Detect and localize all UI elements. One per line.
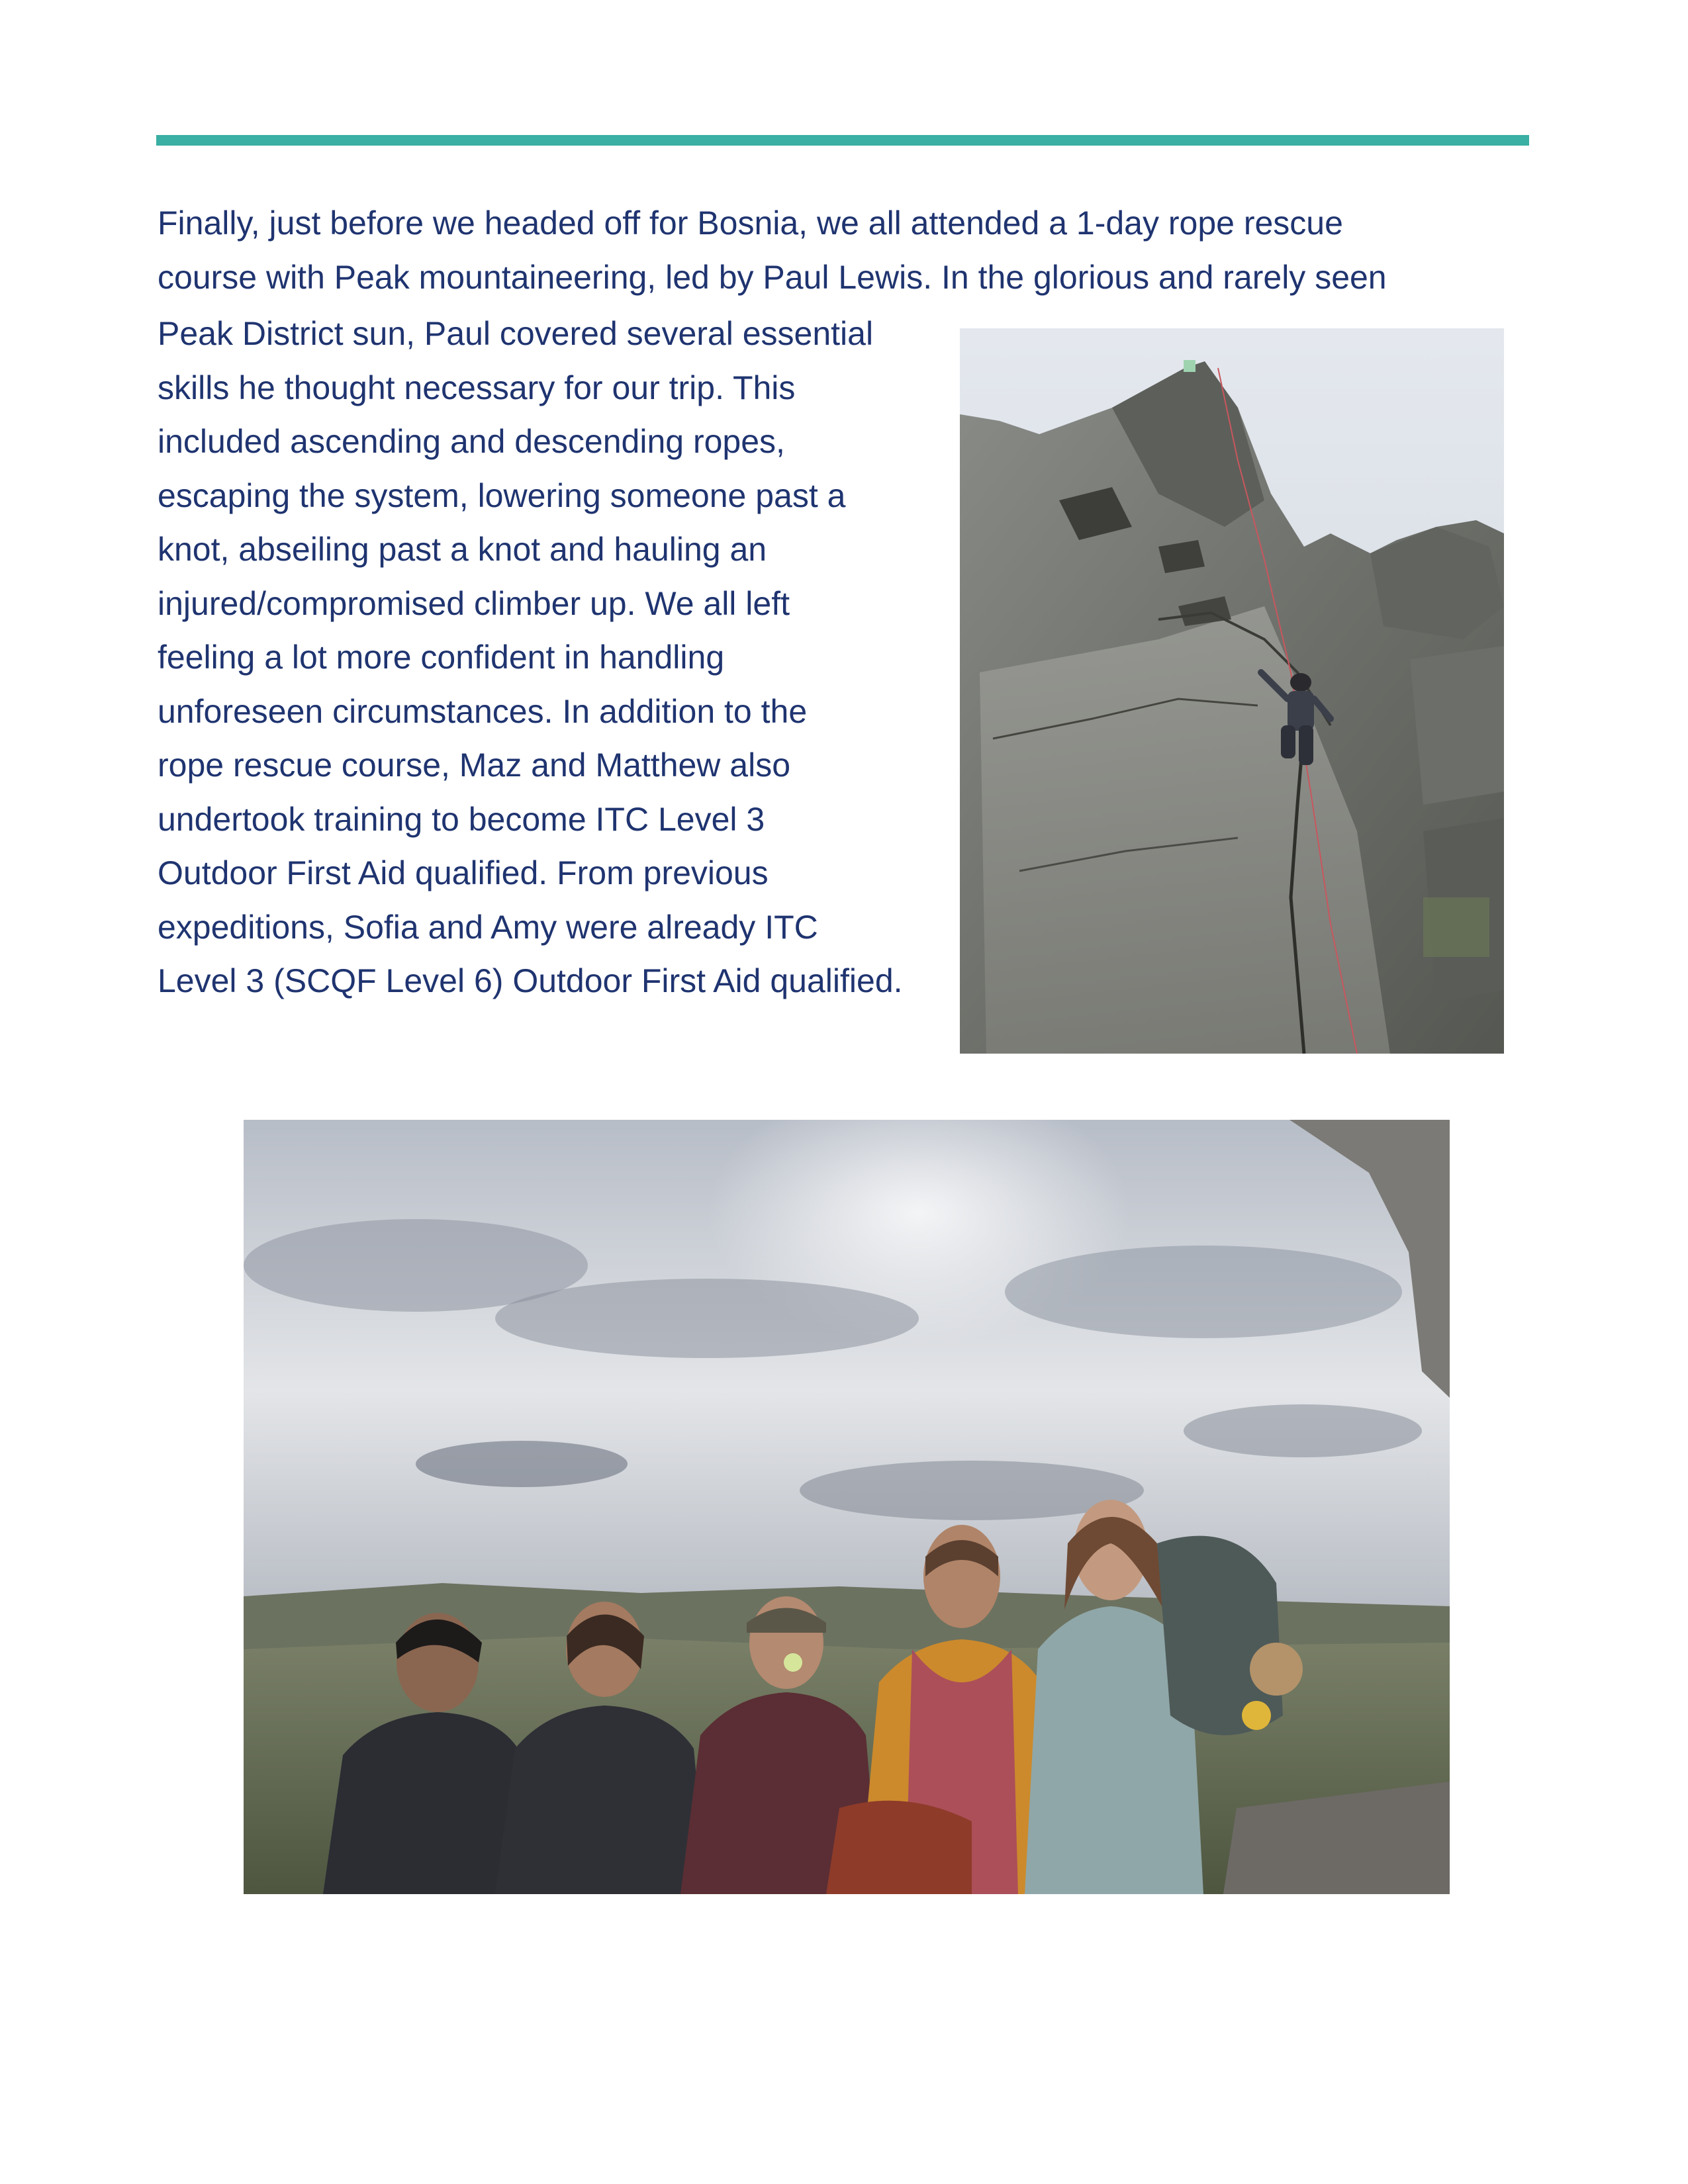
paragraph-wrapped-column	[158, 307, 939, 1009]
paragraph-line-3: Peak District sun, Paul covered several essential	[158, 315, 874, 352]
paragraph-line-8: injured/compromised climber up. We all left	[158, 584, 790, 622]
paragraph-line-11: rope rescue course, Maz and Matthew also	[158, 747, 791, 784]
paragraph-line-14: expeditions, Sofia and Amy were already ITC	[158, 908, 818, 946]
paragraph-line-6: escaping the system, lowering someone past a	[158, 477, 846, 514]
climbing-photo-illustration	[960, 328, 1504, 1054]
group-photo-illustration	[244, 1120, 1450, 1894]
paragraph-line-15: Level 3 (SCQF Level 6) Outdoor First Aid qualified.	[158, 962, 903, 999]
paragraph-line-7: knot, abseiling past a knot and hauling an	[158, 531, 767, 568]
paragraph-line-13: Outdoor First Aid qualified. From previous	[158, 854, 769, 891]
paragraph-line-5: included ascending and descending ropes,	[158, 423, 785, 460]
group-photo	[244, 1120, 1450, 1894]
paragraph-line-10: unforeseen circumstances. In addition to the	[158, 692, 808, 730]
paragraph-line-9: feeling a lot more confident in handling	[158, 639, 725, 676]
paragraph-line-4: skills he thought necessary for our trip. This	[158, 369, 796, 406]
paragraph-line-1: Finally, just before we headed off for Bosnia, we all attended a 1-day rope rescue	[158, 205, 1343, 242]
paragraph-line-2: course with Peak mountaineering, led by Paul Lewis. In the glorious and rarely seen	[158, 259, 1387, 296]
paragraph-line-12: undertook training to become ITC Level 3	[158, 800, 765, 838]
top-accent-rule	[156, 135, 1529, 146]
climbing-photo	[960, 328, 1504, 1054]
